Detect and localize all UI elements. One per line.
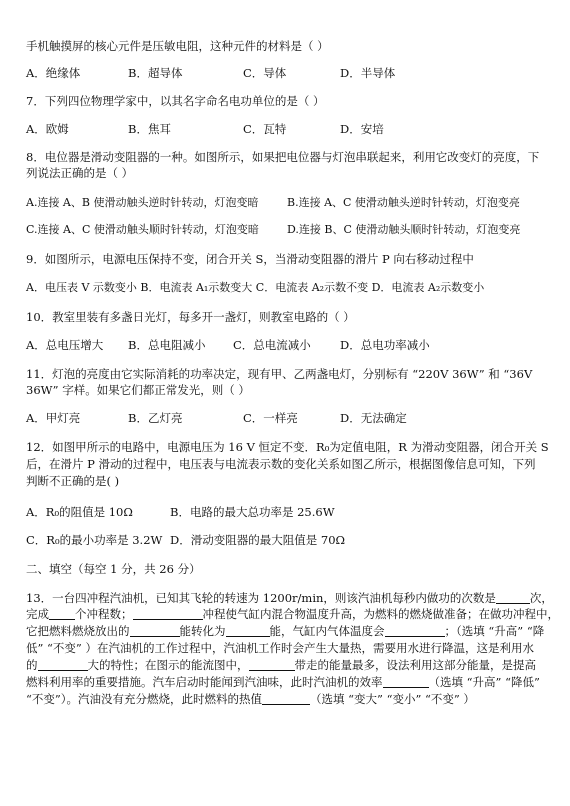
q13-text: 13．一台四冲程汽油机，已知其飞轮的转速为 1200r/min，则该汽油机每秒内做功的次数是	[26, 591, 496, 605]
q13-text: 完成	[26, 607, 49, 621]
q13-line-7	[26, 692, 551, 706]
q13-text: （选填 “变大” “变小” “不变” ）	[310, 692, 475, 706]
q11-option-d: D．无法确定	[340, 411, 407, 425]
q13-text: 能，气缸内气体温度会	[269, 624, 385, 638]
q10-option-b: B．总电阻减小	[128, 338, 206, 352]
answer-blank[interactable]	[49, 608, 75, 620]
q13-text: 次，	[529, 591, 553, 605]
q13-text: （选填 “升高” “降低”	[428, 675, 540, 689]
q7-option-a: A．欧姆	[26, 122, 69, 136]
question-11-stem-line-2: 36W” 字样。如果它们都正常发光，则（ ）	[26, 383, 250, 397]
q13-text: 的	[26, 658, 38, 672]
question-8-stem-line-1: 8．电位器是滑动变阻器的一种。如图所示，如果把电位器与灯泡串联起来，利用它改变灯的亮度，下	[26, 150, 540, 164]
q11-option-b: B．乙灯亮	[128, 411, 183, 425]
q13-line-5	[26, 658, 551, 672]
answer-blank[interactable]	[496, 592, 530, 604]
q11-option-a: A．甲灯亮	[26, 411, 81, 425]
q12-option-d: D．滑动变阻器的最大阻值是 70Ω	[170, 533, 346, 547]
q6-option-d: D．半导体	[340, 66, 396, 80]
q6-option-b: B．超导体	[128, 66, 183, 80]
answer-blank[interactable]	[249, 659, 295, 671]
q13-text: 它把燃料燃烧放出的	[26, 624, 130, 638]
answer-blank[interactable]	[383, 676, 429, 688]
q13-text: 冲程使气缸内混合物温度升高，为燃料的燃烧做准备；在做功冲程中，	[202, 607, 559, 621]
q8-option-d: D.连接 B、C 使滑动触头顺时针转动，灯泡变亮	[287, 223, 521, 236]
q13-line-6	[26, 675, 551, 689]
q13-text: ；（选填 “升高” “降	[444, 624, 545, 638]
q13-text: 带走的能量最多，设法利用这部分能量，是提高	[294, 658, 536, 672]
question-9-stem: 9．如图所示，电源电压保持不变，闭合开关 S，当滑动变阻器的滑片 P 向右移动过程中	[26, 252, 474, 266]
section-heading: 二、填空（每空 1 分，共 26 分）	[26, 562, 201, 576]
answer-blank[interactable]	[38, 659, 88, 671]
q13-line-3	[26, 624, 551, 638]
answer-blank[interactable]	[130, 625, 180, 637]
question-12-stem-line-1: 12．如图甲所示的电路中，电源电压为 16 V 恒定不变．R₀为定值电阻，R 为滑动变阻器，闭合开关 S	[26, 440, 549, 454]
q7-option-c: C．瓦特	[243, 122, 287, 136]
q13-text: 燃料利用率的重要措施。汽车启动时能闻到汽油味，此时汽油机的效率	[26, 675, 383, 689]
q6-option-a: A．绝缘体	[26, 66, 81, 80]
answer-blank[interactable]	[385, 625, 445, 637]
q13-text: “不变”）。汽油没有充分燃烧，此时燃料的热值	[26, 692, 263, 706]
q13-text: 大的特性；在图示的能流图中，	[87, 658, 249, 672]
q9-options: A．电压表 V 示数变小 B．电流表 A₁示数变大 C．电流表 A₂示数不变 D．电流表 A₂示数变小	[26, 281, 485, 294]
answer-blank[interactable]	[226, 625, 270, 637]
answer-blank[interactable]	[133, 608, 203, 620]
question-8-stem-line-2: 列说法正确的是（ ）	[26, 166, 134, 180]
q8-option-c: C.连接 A、C 使滑动触头顺时针转动，灯泡变暗	[26, 223, 259, 236]
question-12-stem-line-2: 后，在滑片 P 滑动的过程中，电压表与电流表示数的变化关系如图乙所示，根据图像信息可知，下列	[26, 457, 536, 471]
q13-line-2	[26, 607, 559, 621]
q11-option-c: C．一样亮	[243, 411, 298, 425]
question-7-stem: 7．下列四位物理学家中，以其名字命名电功单位的是（ ）	[26, 94, 325, 108]
q13-text: 个冲程数；	[75, 607, 133, 621]
q13-text: 能转化为	[179, 624, 226, 638]
answer-blank[interactable]	[262, 693, 310, 705]
q7-option-b: B．焦耳	[128, 122, 171, 136]
question-10-stem: 10．教室里装有多盏日光灯，每多开一盏灯，则教室电路的（ ）	[26, 310, 355, 324]
q6-option-c: C．导体	[243, 66, 287, 80]
question-6-stem: 手机触摸屏的核心元件是压敏电阻，这种元件的材料是（ ）	[26, 39, 329, 53]
q12-option-c: C．R₀的最小功率是 3.2W	[26, 533, 163, 547]
q13-line-1	[26, 591, 551, 605]
q8-option-a: A.连接 A、B 使滑动触头逆时针转动，灯泡变暗	[26, 196, 259, 209]
q10-option-a: A．总电压增大	[26, 338, 104, 352]
q10-option-d: D．总电功率减小	[340, 338, 430, 352]
q12-option-a: A．R₀的阻值是 10Ω	[26, 505, 133, 519]
question-12-stem-line-3: 判断不正确的是( )	[26, 474, 120, 488]
q10-option-c: C．总电流减小	[233, 338, 311, 352]
q7-option-d: D．安培	[340, 122, 384, 136]
q13-line-4: 低” “不变” ）在汽油机的工作过程中，汽油机工作时会产生大量热，需要用水进行降温，这是利用水	[26, 641, 534, 655]
question-11-stem-line-1: 11．灯泡的亮度由它实际消耗的功率决定，现有甲、乙两盏电灯，分别标有 “220V 36W” 和 “36V	[26, 367, 533, 381]
q12-option-b: B．电路的最大总功率是 25.6W	[170, 505, 335, 519]
q8-option-b: B.连接 A、C 使滑动触头逆时针转动，灯泡变亮	[287, 196, 520, 209]
